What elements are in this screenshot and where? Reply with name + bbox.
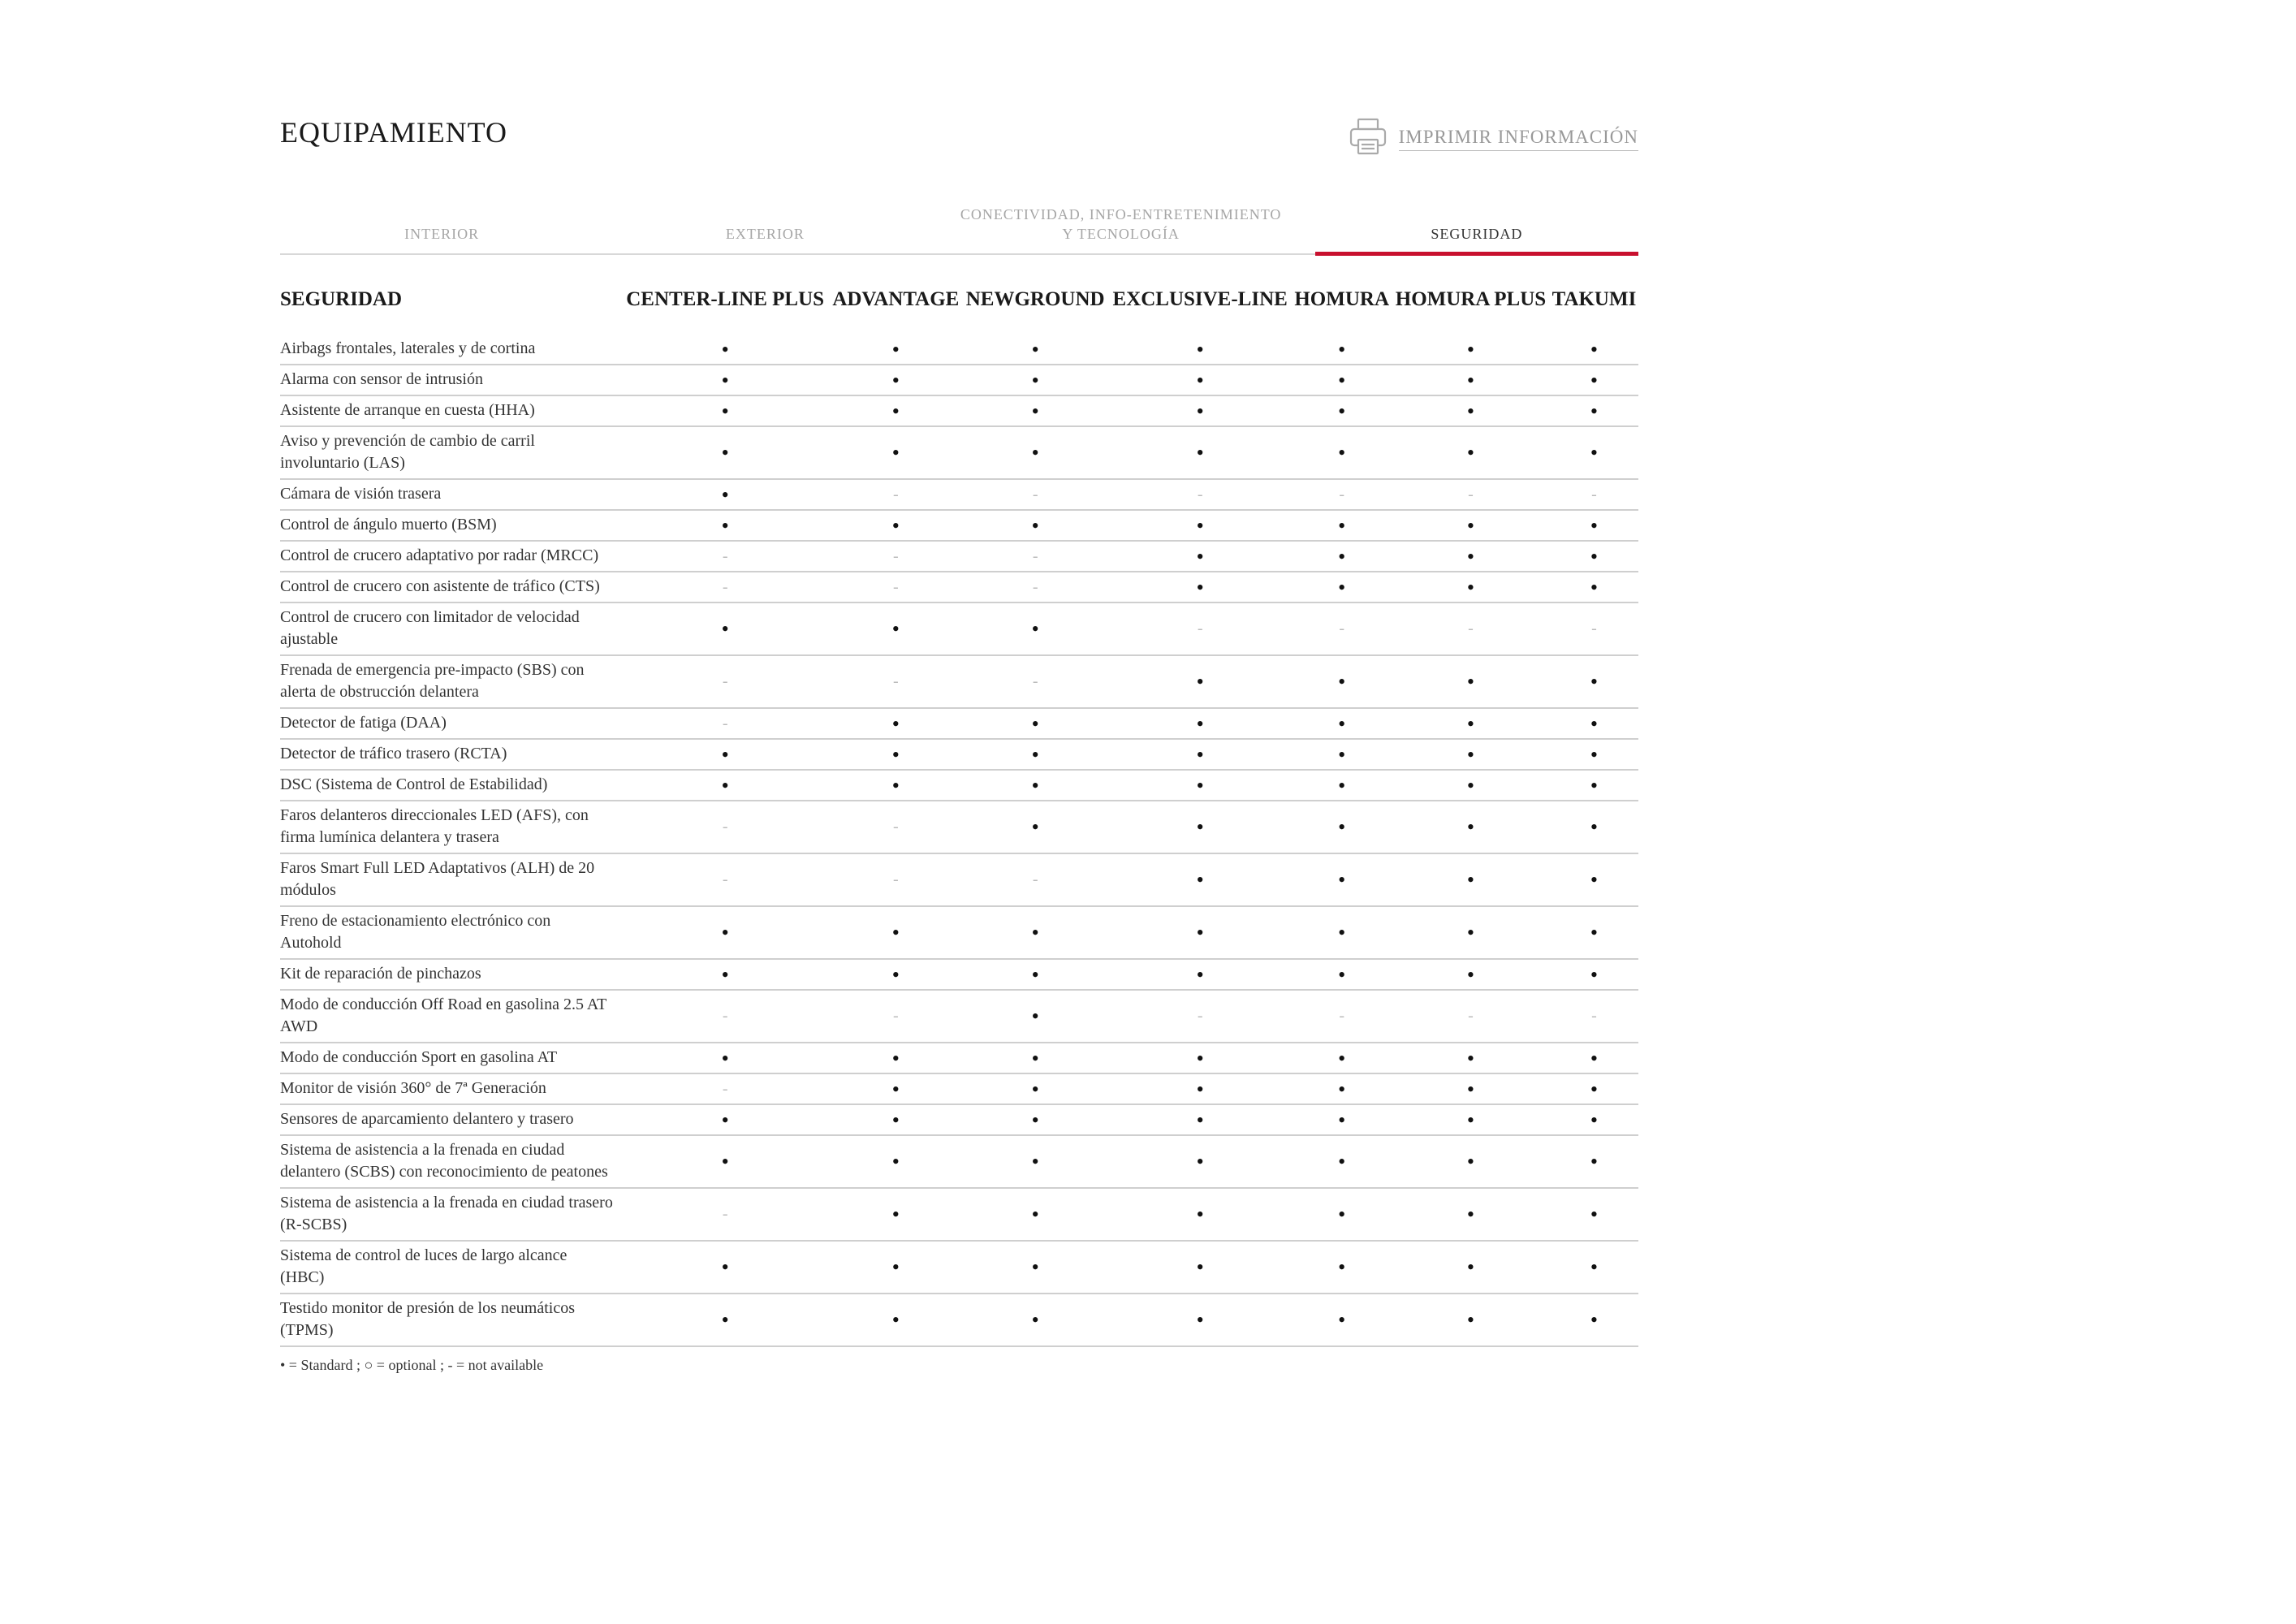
not-available-mark: - xyxy=(962,655,1108,708)
standard-mark: • xyxy=(1550,510,1638,541)
feature-name: Sistema de asistencia a la frenada en ciudad trasero (R-SCBS) xyxy=(280,1188,621,1241)
standard-mark: • xyxy=(1550,708,1638,739)
standard-mark: • xyxy=(1108,541,1292,572)
standard-mark: • xyxy=(1108,1104,1292,1135)
not-available-mark: - xyxy=(829,990,962,1043)
standard-mark: • xyxy=(1292,510,1392,541)
table-row xyxy=(280,426,1638,479)
table-row xyxy=(280,1043,1638,1073)
standard-mark: • xyxy=(1108,1073,1292,1104)
standard-mark: • xyxy=(1108,1188,1292,1241)
table-row xyxy=(280,990,1638,1043)
standard-mark: • xyxy=(1392,770,1550,801)
standard-mark: • xyxy=(829,1135,962,1188)
equipment-page xyxy=(280,106,1638,1374)
standard-mark: • xyxy=(1108,1135,1292,1188)
standard-mark: • xyxy=(829,708,962,739)
table-row xyxy=(280,708,1638,739)
standard-mark: • xyxy=(621,479,829,510)
standard-mark: • xyxy=(1108,395,1292,426)
standard-mark: • xyxy=(1292,335,1392,365)
standard-mark: • xyxy=(829,1104,962,1135)
standard-mark: • xyxy=(621,1294,829,1346)
table-row xyxy=(280,655,1638,708)
legend: • = Standard ; ○ = optional ; - = not available xyxy=(280,1357,544,1373)
not-available-mark: - xyxy=(962,853,1108,906)
print-button[interactable] xyxy=(1347,115,1638,162)
feature-name: Frenada de emergencia pre-impacto (SBS) con alerta de obstrucción delantera xyxy=(280,655,621,708)
standard-mark: • xyxy=(1108,1241,1292,1294)
standard-mark: • xyxy=(1392,959,1550,990)
standard-mark: • xyxy=(1108,853,1292,906)
standard-mark: • xyxy=(1392,739,1550,770)
column-header: TAKUMI xyxy=(1552,288,1637,310)
feature-name: Detector de fatiga (DAA) xyxy=(280,708,621,739)
standard-mark: • xyxy=(1292,572,1392,603)
table-row xyxy=(280,770,1638,801)
standard-mark: • xyxy=(1108,365,1292,395)
standard-mark: • xyxy=(1392,395,1550,426)
not-available-mark: - xyxy=(1108,990,1292,1043)
standard-mark: • xyxy=(1392,708,1550,739)
standard-mark: • xyxy=(1392,1241,1550,1294)
standard-mark: • xyxy=(1292,1188,1392,1241)
feature-name: Kit de reparación de pinchazos xyxy=(280,959,621,990)
equipment-table xyxy=(280,273,1638,1347)
standard-mark: • xyxy=(829,603,962,655)
standard-mark: • xyxy=(1292,906,1392,959)
feature-name: Modo de conducción Sport en gasolina AT xyxy=(280,1043,621,1073)
standard-mark: • xyxy=(621,510,829,541)
standard-mark: • xyxy=(1392,1073,1550,1104)
standard-mark: • xyxy=(1550,426,1638,479)
not-available-mark: - xyxy=(621,1073,829,1104)
standard-mark: • xyxy=(621,1104,829,1135)
not-available-mark: - xyxy=(1392,479,1550,510)
standard-mark: • xyxy=(1292,801,1392,853)
standard-mark: • xyxy=(1108,770,1292,801)
feature-name: Asistente de arranque en cuesta (HHA) xyxy=(280,395,621,426)
not-available-mark: - xyxy=(962,572,1108,603)
standard-mark: • xyxy=(962,365,1108,395)
table-row xyxy=(280,1135,1638,1188)
standard-mark: • xyxy=(962,801,1108,853)
standard-mark: • xyxy=(962,1043,1108,1073)
column-header: ADVANTAGE xyxy=(832,288,960,310)
standard-mark: • xyxy=(1292,1294,1392,1346)
standard-mark: • xyxy=(829,906,962,959)
standard-mark: • xyxy=(1292,1104,1392,1135)
not-available-mark: - xyxy=(621,1188,829,1241)
standard-mark: • xyxy=(621,603,829,655)
standard-mark: • xyxy=(829,739,962,770)
category-tabs xyxy=(280,203,1638,255)
table-row xyxy=(280,365,1638,395)
table-row xyxy=(280,572,1638,603)
standard-mark: • xyxy=(1108,906,1292,959)
standard-mark: • xyxy=(1550,1073,1638,1104)
standard-mark: • xyxy=(1392,1043,1550,1073)
not-available-mark: - xyxy=(962,541,1108,572)
standard-mark: • xyxy=(1108,959,1292,990)
standard-mark: • xyxy=(829,1241,962,1294)
standard-mark: • xyxy=(1392,335,1550,365)
feature-name: Control de crucero con asistente de tráfico (CTS) xyxy=(280,572,621,603)
standard-mark: • xyxy=(1392,1294,1550,1346)
standard-mark: • xyxy=(1550,906,1638,959)
standard-mark: • xyxy=(1550,770,1638,801)
standard-mark: • xyxy=(1108,655,1292,708)
not-available-mark: - xyxy=(1292,603,1392,655)
standard-mark: • xyxy=(829,395,962,426)
standard-mark: • xyxy=(1108,510,1292,541)
page-title: EQUIPAMIENTO xyxy=(280,116,508,149)
standard-mark: • xyxy=(1392,655,1550,708)
feature-name: Testido monitor de presión de los neumáticos (TPMS) xyxy=(280,1294,621,1346)
standard-mark: • xyxy=(1550,739,1638,770)
not-available-mark: - xyxy=(1550,479,1638,510)
not-available-mark: - xyxy=(621,853,829,906)
page-header xyxy=(280,106,1638,187)
table-row xyxy=(280,395,1638,426)
standard-mark: • xyxy=(1550,1188,1638,1241)
table-row xyxy=(280,510,1638,541)
standard-mark: • xyxy=(1550,395,1638,426)
standard-mark: • xyxy=(962,739,1108,770)
standard-mark: • xyxy=(621,770,829,801)
table-row xyxy=(280,335,1638,365)
standard-mark: • xyxy=(1292,1135,1392,1188)
table-row xyxy=(280,603,1638,655)
standard-mark: • xyxy=(1392,1188,1550,1241)
tab-exterior[interactable]: EXTERIOR xyxy=(725,226,805,242)
standard-mark: • xyxy=(1392,1104,1550,1135)
standard-mark: • xyxy=(829,365,962,395)
standard-mark: • xyxy=(621,959,829,990)
standard-mark: • xyxy=(962,335,1108,365)
standard-mark: • xyxy=(962,1073,1108,1104)
standard-mark: • xyxy=(829,1043,962,1073)
feature-name: Sistema de control de luces de largo alcance (HBC) xyxy=(280,1241,621,1294)
standard-mark: • xyxy=(621,906,829,959)
standard-mark: • xyxy=(829,1294,962,1346)
standard-mark: • xyxy=(1108,801,1292,853)
feature-name: DSC (Sistema de Control de Estabilidad) xyxy=(280,770,621,801)
standard-mark: • xyxy=(1550,655,1638,708)
standard-mark: • xyxy=(962,510,1108,541)
standard-mark: • xyxy=(1292,541,1392,572)
standard-mark: • xyxy=(829,335,962,365)
standard-mark: • xyxy=(1292,1241,1392,1294)
standard-mark: • xyxy=(962,906,1108,959)
standard-mark: • xyxy=(829,1188,962,1241)
not-available-mark: - xyxy=(1392,603,1550,655)
table-row xyxy=(280,739,1638,770)
standard-mark: • xyxy=(1108,708,1292,739)
column-header: HOMURA xyxy=(1294,288,1389,310)
standard-mark: • xyxy=(1392,801,1550,853)
standard-mark: • xyxy=(1108,335,1292,365)
standard-mark: • xyxy=(1550,335,1638,365)
not-available-mark: - xyxy=(962,479,1108,510)
section-heading: SEGURIDAD xyxy=(280,288,403,310)
not-available-mark: - xyxy=(829,853,962,906)
feature-name: Faros delanteros direccionales LED (AFS), con firma lumínica delantera y trasera xyxy=(280,801,621,853)
standard-mark: • xyxy=(1292,853,1392,906)
standard-mark: • xyxy=(621,335,829,365)
standard-mark: • xyxy=(1550,1043,1638,1073)
standard-mark: • xyxy=(1292,708,1392,739)
standard-mark: • xyxy=(1392,853,1550,906)
standard-mark: • xyxy=(621,1135,829,1188)
standard-mark: • xyxy=(1108,1043,1292,1073)
standard-mark: • xyxy=(962,1104,1108,1135)
table-body xyxy=(280,335,1638,1346)
standard-mark: • xyxy=(1392,510,1550,541)
table-row xyxy=(280,959,1638,990)
standard-mark: • xyxy=(621,1043,829,1073)
standard-mark: • xyxy=(962,1241,1108,1294)
table-row xyxy=(280,801,1638,853)
standard-mark: • xyxy=(1550,1294,1638,1346)
not-available-mark: - xyxy=(1108,603,1292,655)
not-available-mark: - xyxy=(621,708,829,739)
standard-mark: • xyxy=(621,739,829,770)
feature-name: Sensores de aparcamiento delantero y trasero xyxy=(280,1104,621,1135)
feature-name: Alarma con sensor de intrusión xyxy=(280,365,621,395)
standard-mark: • xyxy=(621,365,829,395)
standard-mark: • xyxy=(962,395,1108,426)
standard-mark: • xyxy=(1292,1073,1392,1104)
not-available-mark: - xyxy=(1292,479,1392,510)
column-header: EXCLUSIVE-LINE xyxy=(1112,288,1288,310)
print-label: IMPRIMIR INFORMACIÓN xyxy=(1399,127,1638,151)
standard-mark: • xyxy=(1292,395,1392,426)
not-available-mark: - xyxy=(829,541,962,572)
standard-mark: • xyxy=(1292,770,1392,801)
standard-mark: • xyxy=(1292,1043,1392,1073)
standard-mark: • xyxy=(962,770,1108,801)
feature-name: Cámara de visión trasera xyxy=(280,479,621,510)
standard-mark: • xyxy=(829,426,962,479)
standard-mark: • xyxy=(1550,572,1638,603)
column-header: NEWGROUND xyxy=(965,288,1105,310)
standard-mark: • xyxy=(1550,1135,1638,1188)
feature-name: Modo de conducción Off Road en gasolina 2.5 AT AWD xyxy=(280,990,621,1043)
not-available-mark: - xyxy=(829,801,962,853)
table-row xyxy=(280,541,1638,572)
standard-mark: • xyxy=(1392,426,1550,479)
not-available-mark: - xyxy=(621,572,829,603)
standard-mark: • xyxy=(1292,739,1392,770)
feature-name: Control de crucero con limitador de velocidad ajustable xyxy=(280,603,621,655)
standard-mark: • xyxy=(1108,426,1292,479)
standard-mark: • xyxy=(962,959,1108,990)
feature-name: Detector de tráfico trasero (RCTA) xyxy=(280,739,621,770)
standard-mark: • xyxy=(621,1241,829,1294)
standard-mark: • xyxy=(829,1073,962,1104)
not-available-mark: - xyxy=(1392,990,1550,1043)
tab-conectividad[interactable]: CONECTIVIDAD, INFO-ENTRETENIMIENTO Y TECNOLOGÍA xyxy=(960,206,1282,242)
standard-mark: • xyxy=(1108,1294,1292,1346)
standard-mark: • xyxy=(1392,906,1550,959)
standard-mark: • xyxy=(962,1294,1108,1346)
feature-name: Airbags frontales, laterales y de cortina xyxy=(280,335,621,365)
table-row xyxy=(280,1241,1638,1294)
table-row xyxy=(280,1188,1638,1241)
not-available-mark: - xyxy=(621,655,829,708)
standard-mark: • xyxy=(1292,959,1392,990)
table-row xyxy=(280,1294,1638,1346)
standard-mark: • xyxy=(1392,572,1550,603)
not-available-mark: - xyxy=(1108,479,1292,510)
not-available-mark: - xyxy=(1550,990,1638,1043)
table-row xyxy=(280,479,1638,510)
standard-mark: • xyxy=(1550,365,1638,395)
column-header: CENTER-LINE PLUS xyxy=(626,288,825,310)
standard-mark: • xyxy=(1108,572,1292,603)
table-row xyxy=(280,906,1638,959)
standard-mark: • xyxy=(621,395,829,426)
standard-mark: • xyxy=(1550,1241,1638,1294)
standard-mark: • xyxy=(962,1188,1108,1241)
table-header-row xyxy=(280,273,1638,335)
not-available-mark: - xyxy=(829,655,962,708)
standard-mark: • xyxy=(962,603,1108,655)
feature-name: Sistema de asistencia a la frenada en ciudad delantero (SCBS) con reconocimiento de peatones xyxy=(280,1135,621,1188)
standard-mark: • xyxy=(1292,655,1392,708)
table-row xyxy=(280,853,1638,906)
not-available-mark: - xyxy=(1550,603,1638,655)
standard-mark: • xyxy=(1108,739,1292,770)
standard-mark: • xyxy=(1550,1104,1638,1135)
standard-mark: • xyxy=(1392,365,1550,395)
standard-mark: • xyxy=(829,510,962,541)
standard-mark: • xyxy=(1550,801,1638,853)
standard-mark: • xyxy=(1550,959,1638,990)
feature-name: Control de crucero adaptativo por radar (MRCC) xyxy=(280,541,621,572)
feature-name: Monitor de visión 360° de 7ª Generación xyxy=(280,1073,621,1104)
standard-mark: • xyxy=(1292,426,1392,479)
not-available-mark: - xyxy=(829,572,962,603)
not-available-mark: - xyxy=(1292,990,1392,1043)
not-available-mark: - xyxy=(621,801,829,853)
standard-mark: • xyxy=(829,959,962,990)
standard-mark: • xyxy=(829,770,962,801)
printer-icon xyxy=(1347,115,1389,162)
feature-name: Aviso y prevención de cambio de carril involuntario (LAS) xyxy=(280,426,621,479)
standard-mark: • xyxy=(962,426,1108,479)
feature-name: Control de ángulo muerto (BSM) xyxy=(280,510,621,541)
standard-mark: • xyxy=(962,1135,1108,1188)
standard-mark: • xyxy=(1392,1135,1550,1188)
standard-mark: • xyxy=(1550,853,1638,906)
standard-mark: • xyxy=(962,708,1108,739)
column-header: HOMURA PLUS xyxy=(1395,288,1547,310)
standard-mark: • xyxy=(621,426,829,479)
standard-mark: • xyxy=(962,990,1108,1043)
table-row xyxy=(280,1073,1638,1104)
standard-mark: • xyxy=(1550,541,1638,572)
tab-seguridad[interactable]: SEGURIDAD xyxy=(1315,203,1638,253)
not-available-mark: - xyxy=(621,541,829,572)
standard-mark: • xyxy=(1392,541,1550,572)
table-row xyxy=(280,1104,1638,1135)
not-available-mark: - xyxy=(621,990,829,1043)
feature-name: Freno de estacionamiento electrónico con Autohold xyxy=(280,906,621,959)
feature-name: Faros Smart Full LED Adaptativos (ALH) de 20 módulos xyxy=(280,853,621,906)
tab-interior[interactable]: INTERIOR xyxy=(404,226,480,242)
not-available-mark: - xyxy=(829,479,962,510)
standard-mark: • xyxy=(1292,365,1392,395)
